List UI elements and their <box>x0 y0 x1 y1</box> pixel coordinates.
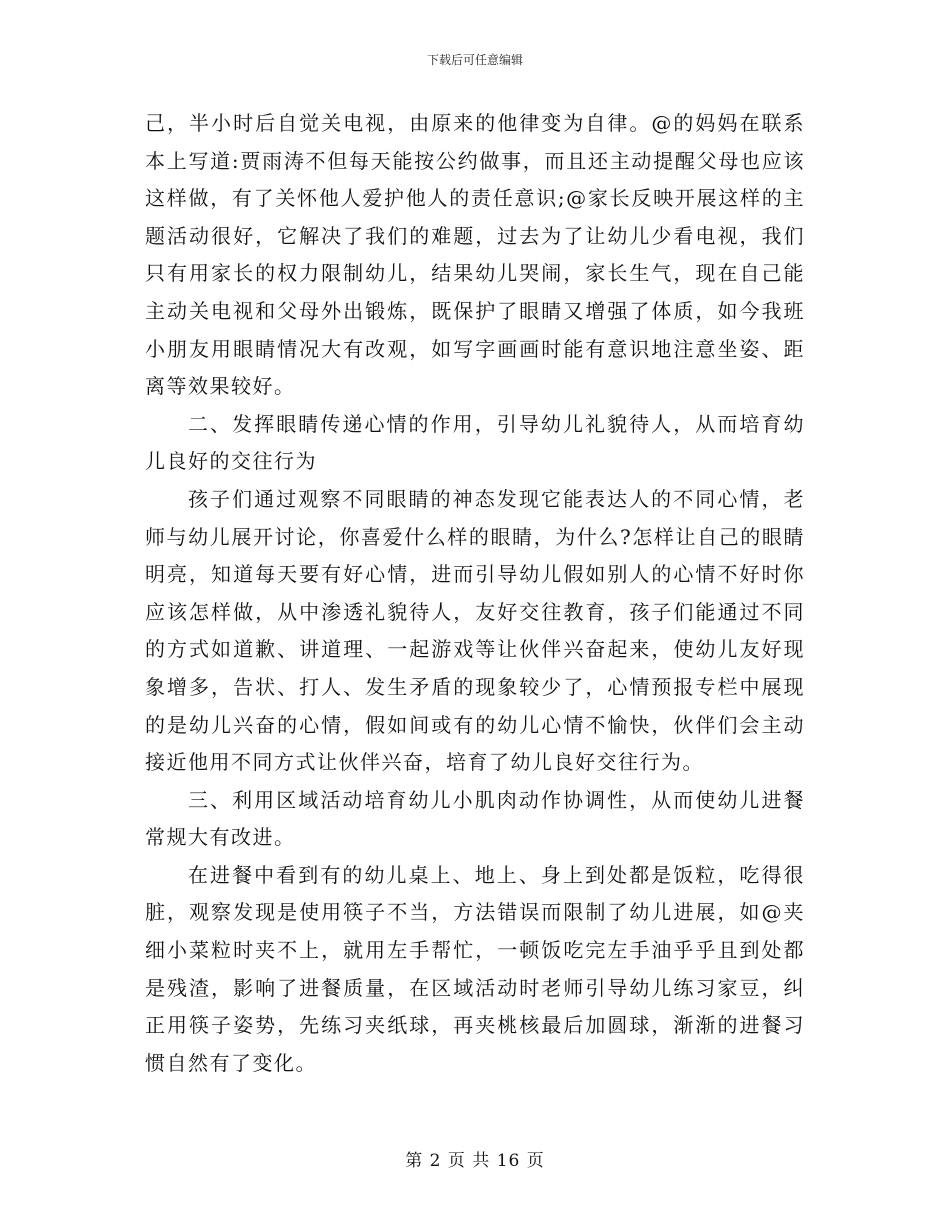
page-header-note: 下载后可任意编辑 <box>426 53 523 67</box>
paragraph-section-two-body: 孩子们通过观察不同眼睛的神态发现它能表达人的不同心情，老师与幼儿展开讨论，你喜爱什么样的眼睛，为什么?怎样让自己的眼睛明亮，知道每天要有好心情，进而引导幼儿假如别人的心情不好时你应该怎样做，从中渗透礼貌待人，友好交往教育，孩子们能通过不同的方式如道歉、讲道理、一起游戏等让伙伴兴奋起来，使幼儿友好现象增多，告状、打人、发生矛盾的现象较少了，心情预报专栏中展现的是幼儿兴奋的心情，假如间或有的幼儿心情不愉快，伙伴们会主动接近他用不同方式让伙伴兴奋，培育了幼儿良好交往行为。 <box>145 486 805 775</box>
paragraph-section-three-body: 在进餐中看到有的幼儿桌上、地上、身上到处都是饭粒，吃得很脏，观察发现是使用筷子不当，方法错误而限制了幼儿进展，如@夹细小菜粒时夹不上，就用左手帮忙，一顿饭吃完左手油乎乎且到处都是残渣，影响了进餐质量，在区域活动时老师引导幼儿练习家豆，纠正用筷子姿势，先练习夹纸球，再夹桃核最后加圆球，渐渐的进餐习惯自然有了变化。 <box>145 862 805 1075</box>
page-number-footer: 第 2 页 共 16 页 <box>405 1151 545 1171</box>
section-heading-two: 二、发挥眼睛传递心情的作用，引导幼儿礼貌待人，从而培育幼儿良好的交往行为 <box>145 411 805 474</box>
section-heading-three: 三、利用区域活动培育幼儿小肌肉动作协调性，从而使幼儿进餐常规大有改进。 <box>145 787 805 850</box>
paragraph-continuation: 己，半小时后自觉关电视，由原来的他律变为自律。@的妈妈在联系本上写道:贾雨涛不但每天能按公约做事，而且还主动提醒父母也应该这样做，有了关怀他人爱护他人的责任意识;@家长反映开展这样的主题活动很好，它解决了我们的难题，过去为了让幼儿少看电视，我们只有用家长的权力限制幼儿，结果幼儿哭闹，家长生气，现在自己能主动关电视和父母外出锻炼，既保护了眼睛又增强了体质，如今我班小朋友用眼睛情况大有改观，如写字画画时能有意识地注意坐姿、距离等效果较好。 <box>145 111 805 399</box>
document-body <box>145 105 805 1082</box>
